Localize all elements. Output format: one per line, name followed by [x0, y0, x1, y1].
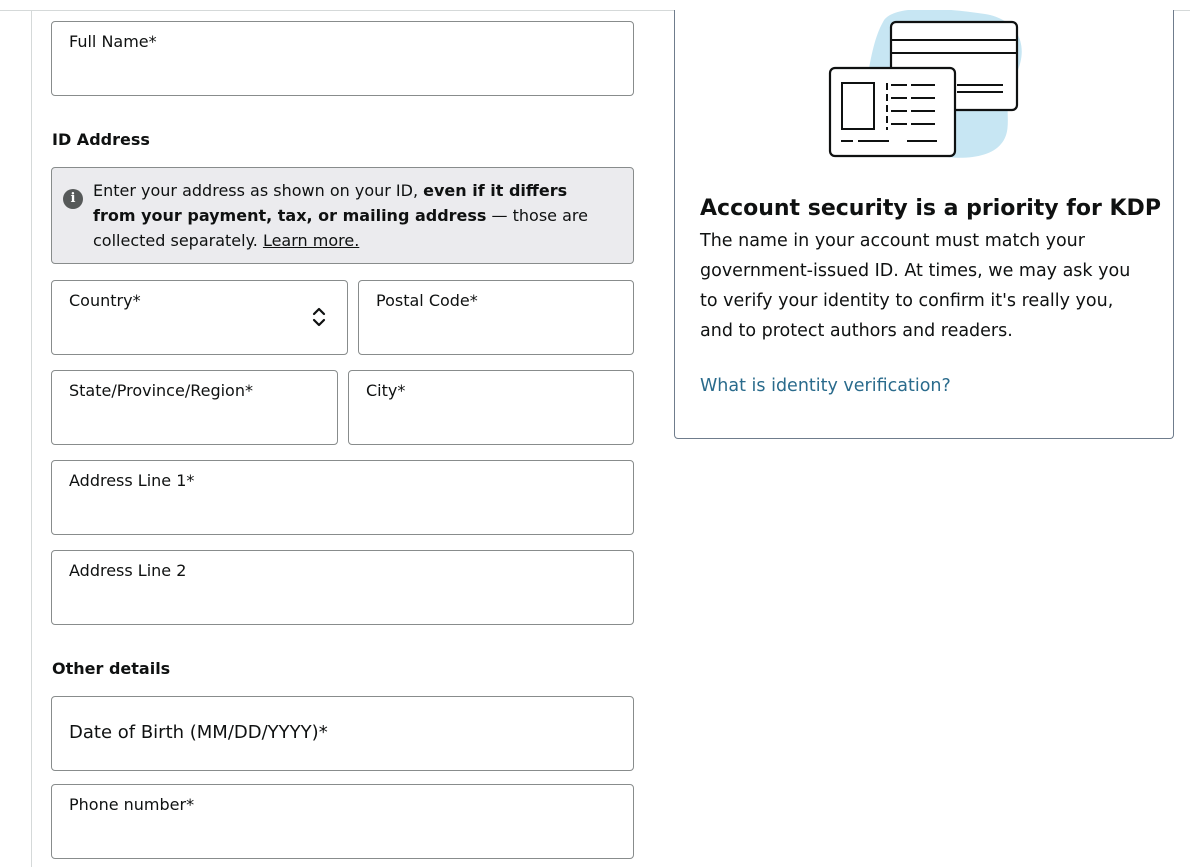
- chevron-up-down-icon[interactable]: [312, 305, 326, 329]
- address-info-text: [93, 178, 613, 253]
- city-field[interactable]: [348, 370, 634, 445]
- learn-more-link[interactable]: Learn more.: [262, 231, 360, 250]
- postal-code-label: Postal Code*: [376, 291, 478, 310]
- phone-number-label: Phone number*: [69, 795, 195, 814]
- full-name-field[interactable]: [51, 21, 634, 96]
- card-body-text: The name in your account must match your government-issued ID. At times, we may ask you to verify your identity to confirm it's really you, and to protect authors and readers.: [700, 231, 1131, 341]
- address-line-1-field[interactable]: [51, 460, 634, 535]
- address-line-2-field[interactable]: [51, 550, 634, 625]
- address-line-1-label: Address Line 1*: [69, 471, 195, 490]
- address-info-banner: [51, 167, 634, 264]
- date-of-birth-placeholder: Date of Birth (MM/DD/YYYY)*: [69, 722, 328, 743]
- state-label: State/Province/Region*: [69, 381, 253, 400]
- country-select[interactable]: [51, 280, 348, 355]
- account-security-card: [674, 10, 1174, 439]
- other-details-heading: Other details: [52, 659, 171, 678]
- date-of-birth-field[interactable]: [51, 696, 634, 771]
- card-title: Account security is a priority for KDP: [700, 196, 1161, 221]
- left-divider: [31, 10, 32, 867]
- info-text-after: — those are collected separately.: [93, 206, 588, 250]
- full-name-label: Full Name*: [69, 32, 157, 51]
- id-address-heading: ID Address: [52, 130, 150, 149]
- city-label: City*: [366, 381, 406, 400]
- state-field[interactable]: [51, 370, 338, 445]
- phone-number-field[interactable]: [51, 784, 634, 859]
- address-line-2-label: Address Line 2: [69, 561, 187, 580]
- info-text-before: Enter your address as shown on your ID,: [93, 181, 419, 200]
- info-icon: i: [63, 189, 83, 209]
- info-text-bold: even if it differs from your payment, tax, or mailing address: [93, 181, 568, 225]
- id-card-icon: [825, 10, 1025, 180]
- country-label: Country*: [69, 291, 141, 310]
- postal-code-field[interactable]: [358, 280, 634, 355]
- identity-verification-link[interactable]: What is identity verification?: [700, 376, 951, 396]
